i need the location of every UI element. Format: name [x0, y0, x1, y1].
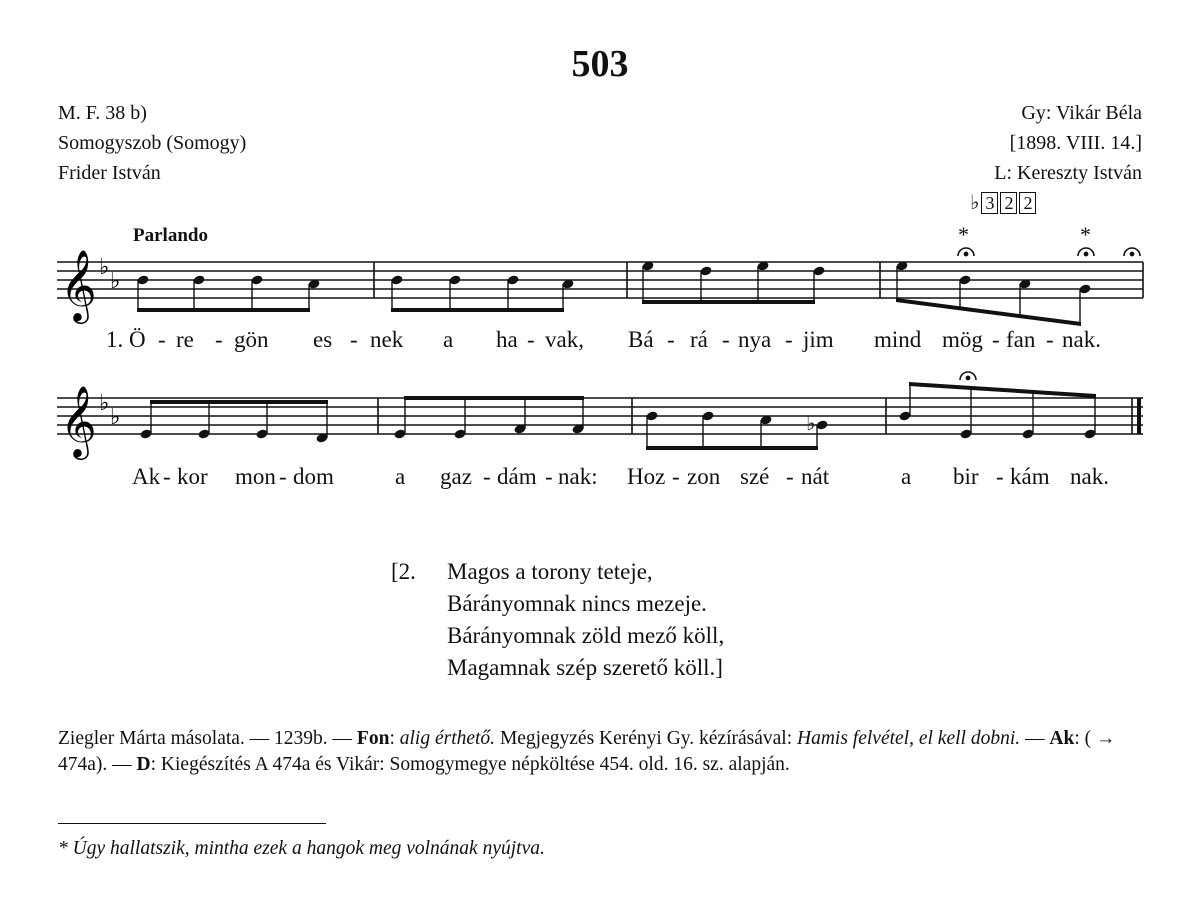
treble-clef-icon — [60, 248, 97, 324]
place: Somogyszob (Somogy) — [58, 132, 247, 154]
syllable: Ak — [132, 464, 161, 489]
hyphen: - — [722, 327, 730, 352]
note-text: : Kiegészítés A 474a és Vikár: Somogymegye népköltése 454. old. 16. sz. alapján. — [150, 754, 790, 775]
verse-2 — [447, 556, 724, 684]
hyphen: - — [545, 464, 553, 489]
footnote-rule — [58, 823, 326, 824]
header-left — [58, 98, 246, 188]
date: [1898. VIII. 14.] — [1009, 132, 1142, 154]
svg-text:♭: ♭ — [99, 391, 110, 416]
verse-line: Magos a torony teteje, — [447, 559, 653, 584]
note-key: D — [136, 754, 151, 775]
note-text: Megjegyzés Kerényi Gy. kézírásával: — [495, 728, 798, 749]
syllable: mög — [942, 327, 983, 352]
performer: Frider István — [58, 162, 161, 184]
collection-ref: M. F. 38 b) — [58, 102, 147, 124]
transcriber: L: Kereszty István — [994, 162, 1142, 184]
syllable: 1. Ö — [106, 327, 146, 352]
structure-box: 3 — [981, 192, 998, 214]
lyrics-line-1 — [0, 327, 1200, 357]
staff-line-2 — [0, 362, 1200, 472]
structure-box: 2 — [1000, 192, 1017, 214]
song-number: 503 — [571, 43, 629, 85]
hyphen: - — [785, 327, 793, 352]
hyphen: - — [672, 464, 680, 489]
syllable: mind — [874, 327, 922, 352]
syllable: rá — [690, 327, 708, 352]
syllable: bir — [953, 464, 979, 489]
syllable: gön — [234, 327, 269, 352]
syllable: nya — [738, 327, 772, 352]
hyphen: - — [667, 327, 675, 352]
hyphen: - — [215, 327, 223, 352]
asterisk-mark: * — [1080, 222, 1091, 247]
hyphen: - — [483, 464, 491, 489]
hyphen: - — [527, 327, 535, 352]
syllable: dám — [497, 464, 537, 489]
syllable: ha — [496, 327, 518, 352]
structure-box: 2 — [1019, 192, 1036, 214]
source-notes — [58, 726, 1148, 778]
syllable: zon — [687, 464, 721, 489]
key-signature — [99, 255, 120, 294]
svg-text:♭: ♭ — [99, 255, 110, 280]
hyphen: - — [350, 327, 358, 352]
syllable: kor — [177, 464, 208, 489]
hyphen: - — [786, 464, 794, 489]
syllable: a — [395, 464, 406, 489]
verse-line: Magamnak szép szerető köll.] — [447, 655, 723, 680]
final-barline — [1137, 398, 1141, 434]
flat-sign: ♭ — [970, 192, 980, 214]
flat-accidental-icon: ♭ — [806, 411, 816, 435]
key-signature — [99, 391, 120, 430]
syllable: Hoz — [627, 464, 666, 489]
note-text: — — [1020, 728, 1050, 749]
fermata-icon — [958, 248, 1140, 256]
svg-text:♭: ♭ — [110, 269, 121, 294]
verse-number: [2. — [391, 559, 416, 584]
note-text: Ziegler Márta másolata. — 1239b. — — [58, 728, 357, 749]
syllable: re — [176, 327, 194, 352]
asterisk-mark: * — [958, 222, 969, 247]
hyphen: - — [163, 464, 171, 489]
svg-text:𝄞: 𝄞 — [60, 248, 97, 321]
staff-line-1 — [0, 240, 1200, 340]
note-italic: alig érthető. — [399, 728, 496, 749]
syllable: kám — [1010, 464, 1050, 489]
syllable: nek — [370, 327, 404, 352]
syllable: szé — [740, 464, 770, 489]
note-text: : ( → 474a). — — [58, 728, 1116, 775]
syllable: nak. — [1070, 464, 1109, 489]
svg-text:♭: ♭ — [110, 405, 121, 430]
syllable: fan — [1006, 327, 1036, 352]
syllable: nát — [801, 464, 830, 489]
treble-clef-icon — [60, 384, 97, 460]
note-key: Ak — [1049, 728, 1075, 749]
syllable: mon — [235, 464, 276, 489]
tempo-marking: Parlando — [133, 225, 208, 246]
syllable: es — [313, 327, 333, 352]
syllable: jim — [803, 327, 834, 352]
syllable: vak, — [545, 327, 584, 352]
hyphen: - — [1046, 327, 1054, 352]
syllable: a — [901, 464, 912, 489]
header-right — [994, 98, 1142, 188]
collector: Gy: Vikár Béla — [1021, 102, 1142, 124]
hyphen: - — [279, 464, 287, 489]
fermata-icon — [960, 372, 976, 380]
syllable: nak: — [558, 464, 598, 489]
verse-line: Bárányomnak zöld mező köll, — [447, 623, 725, 648]
note-italic: Hamis felvétel, el kell dobni. — [797, 728, 1021, 749]
hyphen: - — [992, 327, 1000, 352]
lyrics-line-2 — [0, 464, 1200, 494]
syllable: nak. — [1062, 327, 1101, 352]
syllable: gaz — [440, 464, 472, 489]
syllable: Bá — [628, 327, 654, 352]
note-key: Fon — [356, 728, 390, 749]
structure-signature — [970, 190, 1036, 215]
verse-line: Bárányomnak nincs mezeje. — [447, 591, 707, 616]
syllable: dom — [293, 464, 334, 489]
note-text: : — [389, 728, 400, 749]
syllable: a — [443, 327, 454, 352]
hyphen: - — [158, 327, 166, 352]
hyphen: - — [996, 464, 1004, 489]
svg-text:𝄞: 𝄞 — [60, 384, 97, 457]
footnote: * Úgy hallatszik, mintha ezek a hangok meg volnának nyújtva. — [58, 838, 545, 859]
